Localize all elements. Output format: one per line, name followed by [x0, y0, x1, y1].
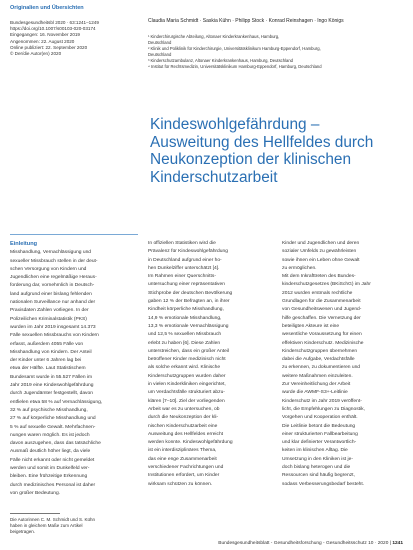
- body-text-line: 2012 wurden erstmals rechtliche: [282, 290, 353, 296]
- body-text-line: Institutionen erfordert, um Kinder: [148, 473, 220, 479]
- body-text-line: zu erkennen, zu dokumentieren und: [282, 365, 361, 371]
- body-text-line: nungen waren möglich. Es ist jedoch: [10, 432, 90, 438]
- body-text-line: Fälle sexuellen Missbrauchs von Kindern: [10, 333, 99, 339]
- footnote: [10, 517, 138, 536]
- title-line: Ausweitung des Hellfeldes durch: [150, 133, 374, 151]
- footnote-line: beigetragen.: [10, 529, 36, 535]
- meta-doi[interactable]: https://doi.org/10.1007/s00103-020-03174: [10, 26, 96, 32]
- body-text-line: um Verdachtsfälle strukturiert abzu-: [148, 390, 225, 396]
- body-text-line: land aufgrund einer bislang fehlenden: [10, 291, 92, 297]
- body-text-line: Im Rahmen einer Querschnitts-: [148, 274, 216, 280]
- body-text-line: erfasst, außerdem 4055 Fälle von: [10, 341, 84, 347]
- meta-line: Eingegangen: 16. November 2019: [10, 32, 80, 38]
- body-text-line: Arbeit war es zu untersuchen, ob: [148, 406, 220, 412]
- affiliations: [148, 34, 403, 70]
- body-text-line: nischen Kinderschutzarbeit eine: [148, 423, 218, 429]
- authors: Claudia Maria Schmidt · Saskia Kühn · Philipp Stock · Konrad Reinshagen · Ingo Königs: [148, 18, 344, 24]
- footnote-rule: [10, 513, 60, 514]
- journal-name: Bundesgesundheitsblatt - Gesundheitsforschung - Gesundheitsschutz 10 · 2020: [218, 541, 389, 546]
- meta-line: © Der/die Autor(en) 2020: [10, 51, 62, 57]
- body-text-line: forderung dar, vornehmlich in Deutsch-: [10, 283, 95, 289]
- page-footer: [218, 541, 403, 546]
- body-text-line: in Deutschland aufgrund einer ho-: [148, 257, 222, 263]
- body-text-line: in vielen Kinderkliniken eingerichtet,: [148, 382, 226, 388]
- body-text-line: entfielen etwa 58 % auf Vernachlässigung,: [10, 399, 103, 405]
- body-text-line: Kinderschutzgruppen wurden daher: [148, 373, 226, 379]
- page-number: 1241: [392, 541, 403, 546]
- body-text-line: keiten im klinischen Alltag. Die: [282, 448, 348, 454]
- title-line: Kinderschutzarbeit: [150, 168, 278, 186]
- body-text-line: hilfe geschaffen. Die Vernetzung der: [282, 315, 361, 321]
- body-text-line: Kinder und Jugendlichen und deren: [282, 241, 360, 246]
- affiliation-line: ³ Kinderschutzambulanz, Altonaer Kinderkrankenhaus, Hamburg, Deutschland: [148, 58, 294, 63]
- body-text-line: ist ein interdisziplinäres Thema,: [148, 448, 217, 454]
- body-text-line: sozialer Umfelds zu gewährleisten: [282, 249, 357, 255]
- body-text-line: von großer Bedeutung.: [10, 490, 61, 496]
- body-text-line: Vorgehen und Kooperation enthält.: [282, 415, 358, 421]
- section-divider: [10, 234, 138, 235]
- body-text-line: hen Dunkelziffer unterschätzt [4].: [148, 265, 220, 271]
- title-line: Neukonzeption der klinischen: [150, 151, 352, 168]
- body-text-line: bleiben. Eine frühzeitige Erkennung: [10, 474, 88, 480]
- body-text-line: und 12,5 % sexuellen Missbrauch: [148, 332, 222, 338]
- body-text-line: dabei die Aufgabe, Verdachtsfälle: [282, 357, 355, 363]
- section-label: Originalien und Übersichten: [10, 5, 84, 11]
- body-text-line: Grundlagen für die Zusammenarbeit: [282, 299, 361, 305]
- affiliation-line: ¹ Kinderchirurgische Abteilung, Altonaer Kinderkrankenhaus, Hamburg,: [148, 34, 280, 39]
- body-text-line: Stichprobe der deutschen Bevölkerung: [148, 290, 233, 296]
- body-text-line: durch medizinisches Personal ist daher: [10, 482, 96, 488]
- affiliation-line: ⁴ Institut für Rechtsmedizin, Universitätsklinikum Hamburg-Eppendorf, Hamburg, Deutschland: [148, 64, 322, 69]
- body-text-line: weitere Maßnahmen einzuleiten.: [282, 373, 353, 379]
- body-text-line: beteiligten Akteure ist eine: [282, 323, 340, 329]
- body-text-line: Prävalenz für Kindeswohlgefährdung: [148, 249, 228, 255]
- body-text-line: Polizeilichen Kriminalstatistik (PKS): [10, 316, 87, 322]
- body-text-line: Jugendlichen eine regelmäßige Heraus-: [10, 275, 97, 281]
- body-text-line: verschiedener Fachrichtungen und: [148, 465, 224, 471]
- body-text-line: durch die Neukonzeption der kli-: [148, 415, 219, 421]
- affiliation-line: ² Klinik und Poliklinik für Kinderchirurgie, Universitätsklinikum Hamburg-Eppendorf, Hamburg,: [148, 46, 321, 51]
- body-text-line: Mit dem Inkrafttreten des Bundes-: [282, 274, 356, 280]
- affiliation-line: Deutschland: [148, 52, 172, 57]
- article-metadata: [10, 20, 138, 57]
- meta-line: Online publiziert: 22. September 2020: [10, 44, 88, 50]
- title-line: Kindeswohlgefährdung –: [150, 116, 320, 133]
- body-text-line: klären [7–10]. Ziel der vorliegenden: [148, 398, 225, 404]
- body-column-2: [148, 240, 270, 489]
- body-text-line: einer strukturierten Fallbearbeitung: [282, 431, 358, 437]
- body-text-line: gaben 12 % der Befragten an, in ihrer: [148, 299, 230, 305]
- body-text-line: 5 % auf sexuelle Gewalt. Mehrfachnen-: [10, 424, 96, 430]
- body-column-1: [10, 240, 138, 498]
- body-text-line: doch bislang heterogen und die: [282, 465, 351, 471]
- body-text-line: untersuchung einer repräsentativen: [148, 282, 225, 288]
- body-text-line: durch Jugendämter festgestellt, davon: [10, 391, 93, 397]
- body-text-line: wurde die AWMF-S3+-Leitlinie: [282, 390, 348, 396]
- author-list: [148, 18, 403, 25]
- body-text-line: 27 % auf körperliche Misshandlung und: [10, 416, 96, 422]
- meta-line: Bundesgesundheitsbl 2020 · 63:1241–1249: [10, 20, 99, 25]
- body-text-line: 32 % auf psychische Misshandlung,: [10, 407, 88, 413]
- body-text-line: und klar definierter Verantwortlich-: [282, 440, 357, 446]
- body-text-line: davon auszugehen, dass das tatsächliche: [10, 441, 101, 447]
- section-heading: Einleitung: [10, 241, 38, 247]
- article-title: [150, 116, 405, 186]
- body-text-line: 14,9 % emotionale Misshandlung,: [148, 315, 222, 321]
- body-text-line: das eine enge Zusammenarbeit: [148, 456, 217, 462]
- body-text-line: werden und somit im Dunkelfeld ver-: [10, 466, 90, 472]
- body-text-line: Umsetzung in den Kliniken ist je-: [282, 456, 353, 462]
- body-text-line: betroffener Kinder medizinisch nicht: [148, 357, 226, 363]
- body-text-line: wirksam schützen zu können.: [148, 481, 213, 487]
- body-text-line: von Gesundheitswesen und Jugend-: [282, 307, 362, 313]
- footnote-line: Die Autorinnen C. M. Schmidt und S. Kühn: [10, 517, 96, 522]
- body-text-line: Kindheit körperliche Misshandlung,: [148, 307, 224, 313]
- body-text-line: In offiziellen Statistiken wird die: [148, 241, 216, 246]
- body-text-line: sexueller Missbrauch stellen in der deut-: [10, 258, 98, 264]
- body-text-line: Zur Vereinheitlichung der Arbeit: [282, 382, 351, 388]
- meta-line: Angenommen: 22. August 2020: [10, 38, 75, 44]
- body-text-line: sodass Verbesserungsbedarf besteht.: [282, 481, 365, 487]
- footer-separator: |: [389, 541, 393, 546]
- body-text-line: licht, die Empfehlungen zu Diagnostik,: [282, 406, 365, 412]
- body-text-line: Ausweitung des Hellfeldes erreicht: [148, 431, 224, 437]
- body-text-line: wesentliche Voraussetzung für einen: [282, 332, 362, 338]
- body-text-line: erlebt zu haben [6]. Diese Zahlen: [148, 340, 221, 346]
- body-text-line: Kinderschutzgruppen übernehmen: [282, 348, 358, 354]
- body-text-line: wurden im Jahr 2019 insgesamt 14.373: [10, 324, 96, 330]
- body-text-line: etwa der Hälfte. Laut Statistischem: [10, 366, 86, 372]
- body-text-line: Kinderschutz im Jahr 2019 veröffent-: [282, 398, 362, 404]
- body-text-line: als solche erkannt wird. Klinische: [148, 365, 221, 371]
- body-text-line: zu ermöglichen.: [282, 265, 317, 271]
- body-text-line: werden konnte. Kindeswohlgefährdung: [148, 440, 233, 446]
- body-text-line: sowie ihnen ein Leben ohne Gewalt: [282, 257, 360, 263]
- footnote-line: haben in gleichem Maße zum Artikel: [10, 523, 83, 529]
- body-text-line: Die Leitlinie betont die Bedeutung: [282, 423, 356, 429]
- body-text-line: Ausmaß deutlich höher liegt, da viele: [10, 449, 91, 455]
- body-text-line: Misshandlung von Kindern. Der Anteil: [10, 349, 92, 355]
- body-text-line: unterstreichen, dass ein großer Anteil: [148, 348, 230, 354]
- body-text-line: effektiven Kinderschutz. Medizinische: [282, 340, 364, 346]
- affiliation-line: Deutschland: [148, 40, 172, 45]
- body-text-line: der Kinder unter 6 Jahren lag bei: [10, 358, 82, 364]
- body-column-3: [282, 240, 403, 489]
- body-text-line: Praxisdaten Zahlen vorliegen. In der: [10, 308, 89, 314]
- body-text-line: kinderschutzgesetzes (BKiSchG) im Jahr: [282, 282, 371, 288]
- body-text-line: Jahr 2019 eine Kindeswohlgefährdung: [10, 383, 94, 389]
- body-text-line: Bundesamt wurde in 55.527 Fällen im: [10, 374, 93, 380]
- body-text-line: 13,3 % emotionale Vernachlässigung: [148, 323, 229, 329]
- body-text-line: nationalen Surveillance nur anhand der: [10, 300, 96, 306]
- body-text-line: Fälle nicht erkannt oder nicht gemeldet: [10, 457, 95, 463]
- body-text-line: Ressourcen sind häufig begrenzt,: [282, 473, 355, 479]
- body-text-line: schen Versorgung von Kindern und: [10, 266, 87, 272]
- body-text-line: Misshandlung, Vernachlässigung und: [10, 250, 92, 256]
